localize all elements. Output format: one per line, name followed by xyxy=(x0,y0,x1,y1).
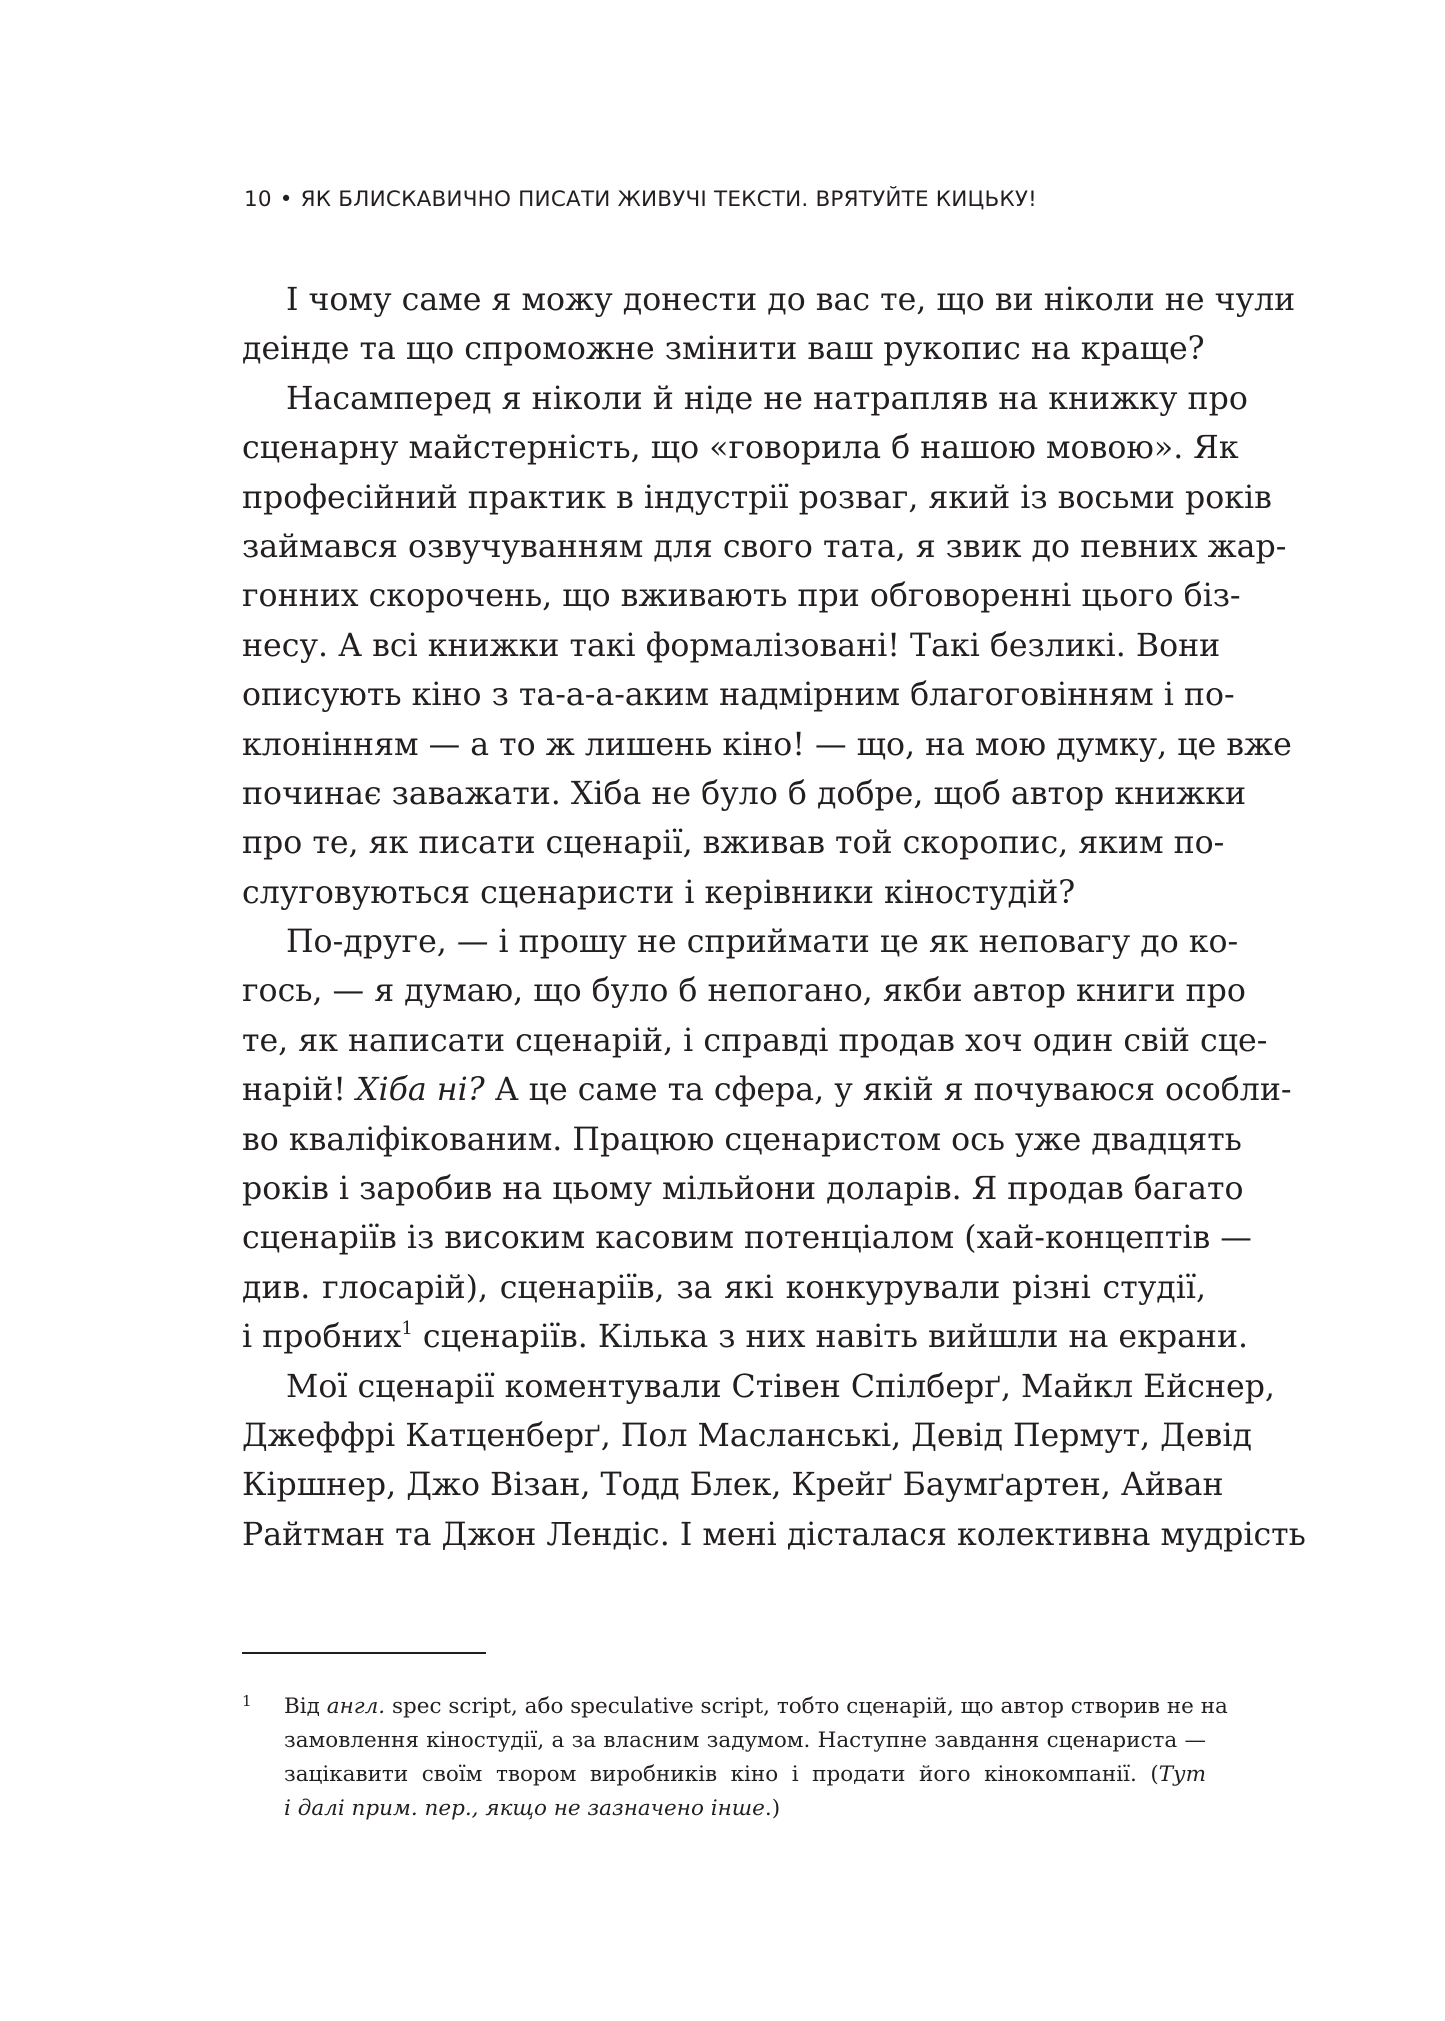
text-line: несу. А всі книжки такі формалізовані! Такі безликі. Вони xyxy=(242,627,1221,664)
text-line: професійний практик в індустрії розваг, який із восьми років xyxy=(242,479,1272,516)
footnote-text xyxy=(284,1690,1228,1826)
italic-phrase: Тут xyxy=(1158,1762,1206,1787)
text-line: займався озвучуванням для свого тата, я звик до певних жар- xyxy=(242,528,1287,565)
text-line: починає заважати. Хіба не було б добре, щоб автор книжки xyxy=(242,775,1247,812)
footnote-marker: 1 xyxy=(242,1692,252,1710)
italic-phrase: Хіба ні? xyxy=(356,1072,485,1109)
text-line: Мої сценарії коментували Стівен Спілберґ, Майкл Ейснер, xyxy=(286,1368,1275,1405)
header-separator: • xyxy=(279,187,293,212)
text-line: років і заробив на цьому мільйони доларів. Я продав багато xyxy=(242,1171,1244,1208)
text-line: Джеффрі Катценберґ, Пол Масланські, Девід Пермут, Девід xyxy=(242,1417,1252,1454)
footnote-line xyxy=(284,1758,1206,1792)
footnote-divider xyxy=(242,1652,486,1654)
text-line: див. глосарій), сценаріїв, за які конкурували різні студії, xyxy=(242,1269,1206,1306)
text-line: гось, — я думаю, що було б непогано, якби автор книги про xyxy=(242,973,1246,1010)
running-head xyxy=(244,186,1204,214)
footnote-line: замовлення кіностудії, а за власним задумом. Наступне завдання сценариста — xyxy=(284,1728,1206,1753)
text-line: те, як написати сценарій, і справді продав хоч один свій сце- xyxy=(242,1022,1268,1059)
text-segment: нарій! xyxy=(242,1072,346,1109)
text-segment: зацікавити своїм твором виробників кіно і продати його кінокомпанії. ( xyxy=(284,1762,1159,1787)
text-segment: Від xyxy=(284,1694,320,1719)
text-segment: .) xyxy=(764,1796,781,1821)
text-line: про те, як писати сценарії, вживав той скоропис, яким по- xyxy=(242,825,1225,862)
text-line: сценарну майстерність, що «говорила б нашою мовою». Як xyxy=(242,430,1239,467)
text-line: деінде та що спроможне змінити ваш рукопис на краще? xyxy=(242,331,1205,368)
footnote-reference[interactable]: 1 xyxy=(401,1318,413,1340)
italic-phrase: англ. xyxy=(326,1694,386,1719)
text-line: І чому саме я можу донести до вас те, що ви ніколи не чули xyxy=(286,282,1296,318)
page-number: 10 xyxy=(244,187,272,212)
text-line xyxy=(242,1313,1249,1362)
italic-phrase: і далі прим. пер., якщо не зазначено інше xyxy=(284,1796,765,1821)
text-line: По-друге, — і прошу не сприймати це як неповагу до ко- xyxy=(286,924,1239,961)
main-text xyxy=(242,276,1306,1560)
text-line: Райтман та Джон Лендіс. І мені дісталася колективна мудрість xyxy=(242,1516,1306,1553)
text-line: Насамперед я ніколи й ніде не натрапляв на книжку про xyxy=(286,380,1248,417)
book-title: ЯК БЛИСКАВИЧНО ПИСАТИ ЖИВУЧІ ТЕКСТИ. ВРЯТУЙТЕ КИЦЬКУ! xyxy=(300,187,1037,212)
text-segment: і пробних xyxy=(242,1319,402,1356)
text-segment: А це саме та сфера, у якій я почуваюся особли- xyxy=(494,1072,1292,1109)
footnote-line xyxy=(284,1792,1206,1826)
text-line xyxy=(242,1066,1292,1115)
text-line: описують кіно з та-а-а-аким надмірним благоговінням і по- xyxy=(242,677,1235,714)
text-line: клонінням — а то ж лишень кіно! — що, на мою думку, це вже xyxy=(242,726,1292,763)
text-segment: spec script, або speculative script, тобто сценарій, що автор створив не на xyxy=(391,1694,1228,1719)
text-line: слуговуються сценаристи і керівники кіностудій? xyxy=(242,874,1076,911)
text-line: гонних скорочень, що вживають при обговоренні цього біз- xyxy=(242,578,1241,615)
text-line: сценаріїв із високим касовим потенціалом (хай-концептів — xyxy=(242,1220,1252,1257)
text-line: Кіршнер, Джо Візан, Тодд Блек, Крейґ Баумґартен, Айван xyxy=(242,1467,1224,1504)
text-segment: сценаріїв. Кілька з них навіть вийшли на екрани. xyxy=(422,1319,1249,1356)
footnote-line xyxy=(284,1690,1228,1724)
text-line: во кваліфікованим. Працюю сценаристом ось уже двадцять xyxy=(242,1121,1242,1158)
